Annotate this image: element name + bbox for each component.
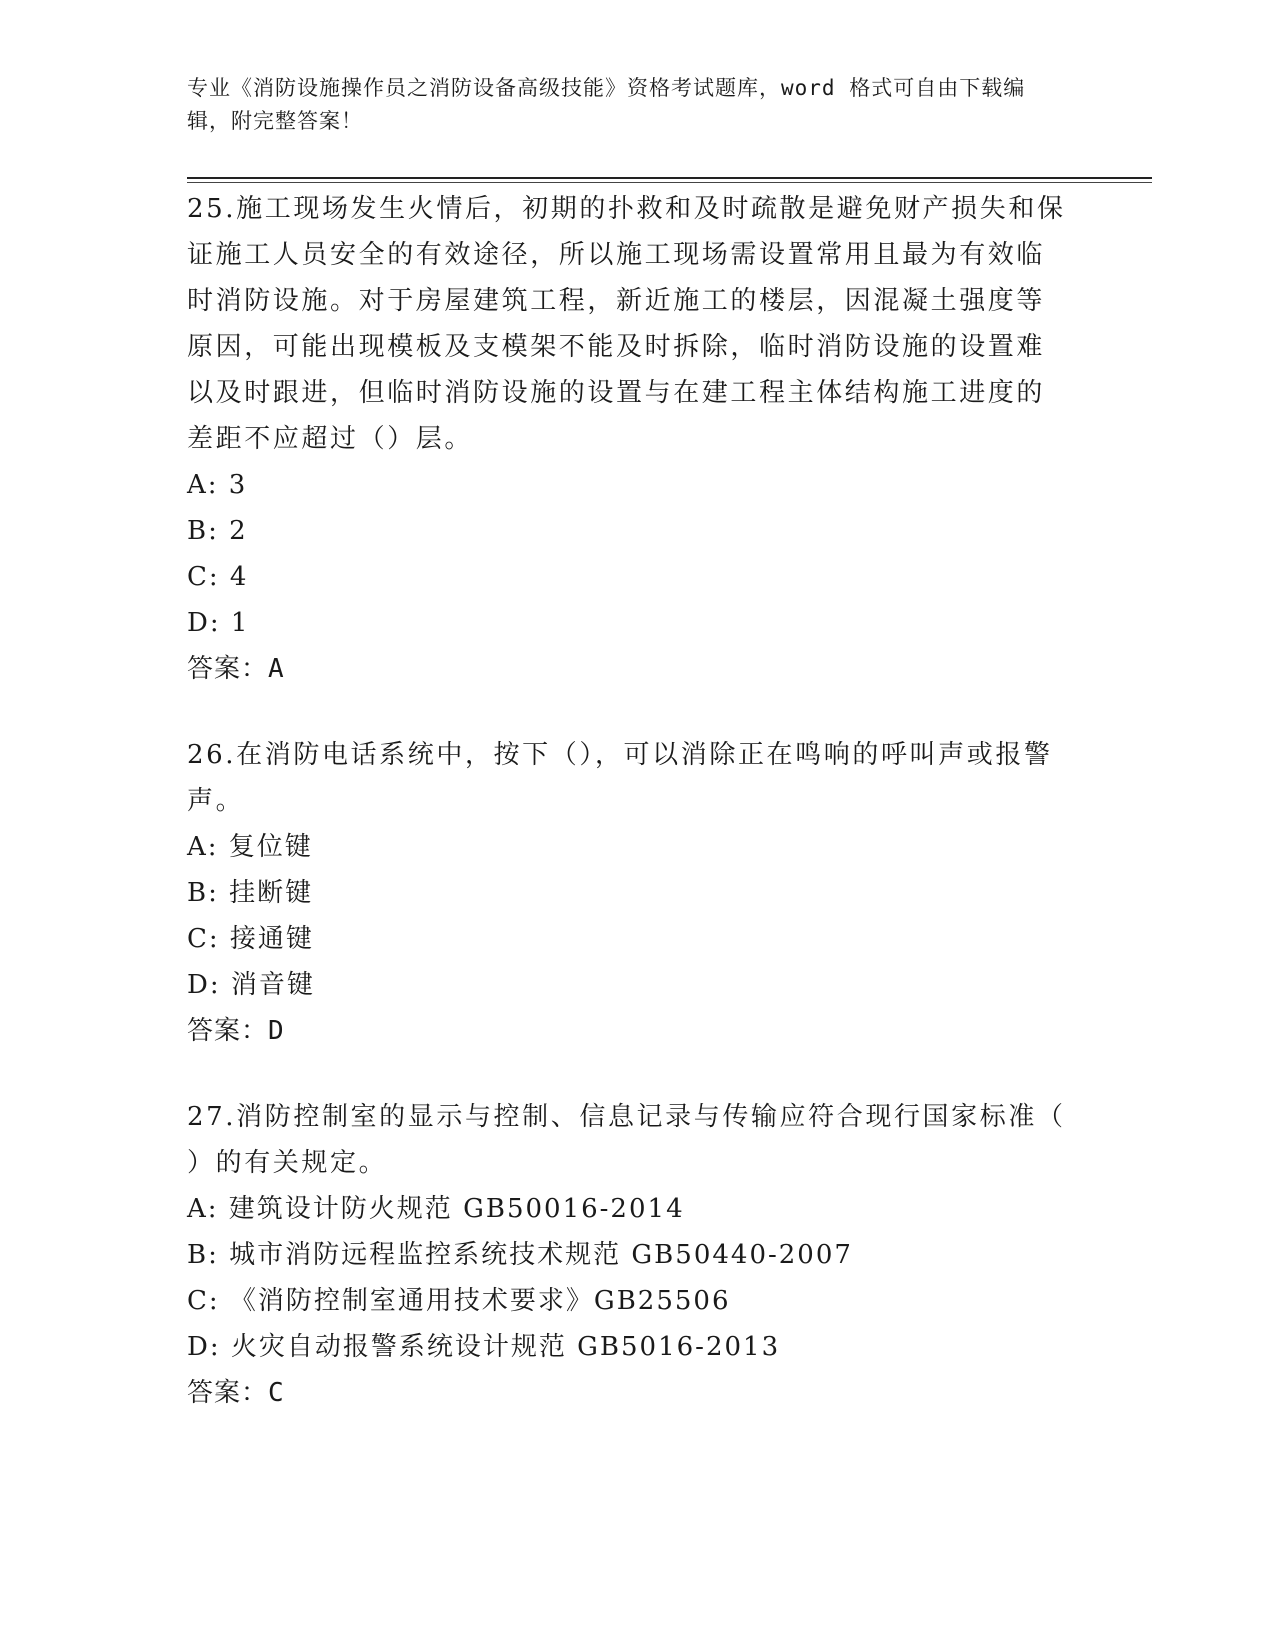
answer-line: 答案：A <box>187 654 285 684</box>
option-d: D: 1 <box>187 608 250 638</box>
option-c: C: 接通键 <box>187 924 314 954</box>
option-d: D: 火灾自动报警系统设计规范 GB5016-2013 <box>187 1332 781 1362</box>
header-rule-thin <box>187 182 1152 183</box>
option-b: B: 挂断键 <box>187 878 314 908</box>
option-b: B: 城市消防远程监控系统技术规范 GB50440-2007 <box>187 1240 853 1270</box>
question-list <box>187 186 1087 1456</box>
option-a: A: 复位键 <box>187 832 313 862</box>
question-26 <box>187 732 1087 1054</box>
question-text: 25.施工现场发生火情后，初期的扑救和及时疏散是避免财产损失和保 证施工人员安全的有效途径，所以施工现场需设置常用且最为有效临 时消防设施。对于房屋建筑工程，新近施工的楼层，因混凝土强度等 原因，可能出现模板及支模架不能及时拆除，临时消防设施的设置难 以及时跟进，但临时消防设施的设置与在建工程主体结构施工进度的 差距不应超过（）层。 <box>187 194 1066 454</box>
question-27 <box>187 1094 1087 1416</box>
option-d: D: 消音键 <box>187 970 315 1000</box>
question-25 <box>187 186 1087 692</box>
option-a: A: 3 <box>187 470 248 500</box>
header-rule-thick <box>187 177 1152 179</box>
option-c: C: 《消防控制室通用技术要求》GB25506 <box>187 1286 731 1316</box>
question-text: 27.消防控制室的显示与控制、信息记录与传输应符合现行国家标准（ ）的有关规定。 <box>187 1102 1066 1178</box>
option-b: B: 2 <box>187 516 248 546</box>
option-a: A: 建筑设计防火规范 GB50016-2014 <box>187 1194 685 1224</box>
question-text: 26.在消防电话系统中，按下（），可以消除正在鸣响的呼叫声或报警 声。 <box>187 740 1053 816</box>
answer-line: 答案：C <box>187 1378 285 1408</box>
answer-line: 答案：D <box>187 1016 285 1046</box>
option-c: C: 4 <box>187 562 249 592</box>
document-header: 专业《消防设施操作员之消防设备高级技能》资格考试题库，word 格式可自由下载编辑，附完整答案！ <box>187 76 1026 133</box>
